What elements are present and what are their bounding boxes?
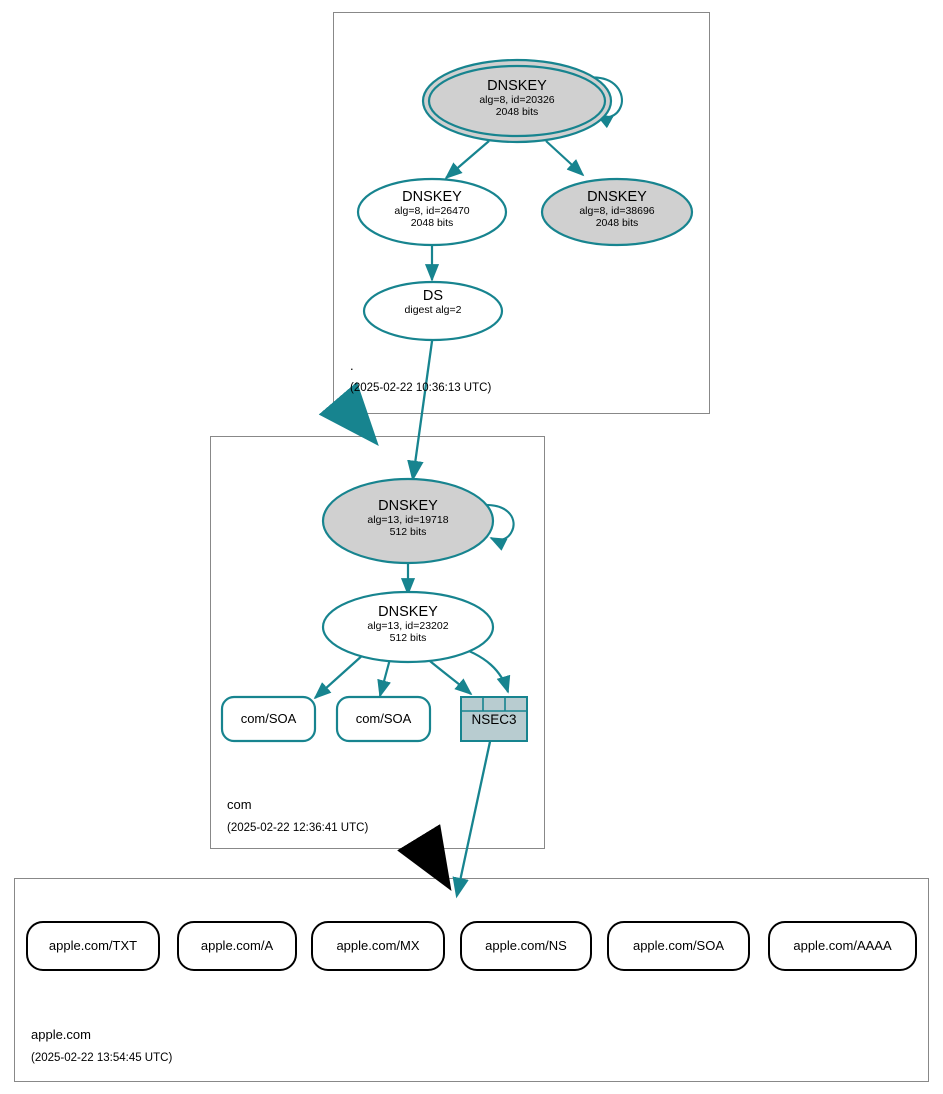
node-root-dnskey-38696-title: DNSKEY — [587, 189, 647, 205]
node-nsec3-label: NSEC3 — [471, 712, 517, 727]
node-apple-com-soa-label: apple.com/SOA — [632, 938, 725, 953]
node-com-dnskey-19718-line3: 512 bits — [389, 526, 427, 539]
node-root-zsk-26470-title: DNSKEY — [402, 189, 462, 205]
node-root-ds-line2: digest alg=2 — [404, 304, 462, 317]
node-com-dnskey-19718-title: DNSKEY — [378, 498, 438, 514]
root-zone-label: . — [350, 358, 354, 373]
apple-com-zone-label: apple.com — [31, 1027, 91, 1042]
node-root-dnskey-38696[interactable] — [542, 179, 692, 245]
node-root-ksk[interactable] — [423, 60, 611, 142]
node-apple-com-mx-label: apple.com/MX — [336, 938, 420, 953]
node-root-ksk-line2: alg=8, id=20326 — [479, 94, 555, 107]
node-root-zsk-26470-line2: alg=8, id=26470 — [394, 205, 470, 218]
node-apple-com-ns-label: apple.com/NS — [485, 938, 567, 953]
node-root-dnskey-38696-line3: 2048 bits — [595, 217, 639, 230]
node-com-dnskey-19718[interactable] — [323, 479, 493, 563]
com-zone-timestamp: (2025-02-22 12:36:41 UTC) — [227, 822, 369, 834]
node-root-ds-title: DS — [422, 288, 444, 304]
node-root-ksk-line3: 2048 bits — [495, 106, 539, 119]
root-zone-timestamp: (2025-02-22 10:36:13 UTC) — [350, 382, 492, 394]
node-root-zsk-26470[interactable] — [358, 179, 506, 245]
node-com-dnskey-23202-line3: 512 bits — [389, 632, 427, 645]
node-com-dnskey-19718-line2: alg=13, id=19718 — [367, 514, 449, 527]
node-root-zsk-26470-line3: 2048 bits — [410, 217, 454, 230]
node-com-dnskey-23202-line2: alg=13, id=23202 — [367, 620, 449, 633]
com-zone-label: com — [227, 797, 252, 812]
node-root-ksk-title: DNSKEY — [487, 78, 547, 94]
node-com-dnskey-23202-title: DNSKEY — [378, 604, 438, 620]
node-apple-com-txt-label: apple.com/TXT — [48, 938, 138, 953]
node-apple-com-a-label: apple.com/A — [200, 938, 274, 953]
node-root-ds[interactable] — [364, 282, 502, 340]
node-com-soa-2-label: com/SOA — [355, 711, 412, 726]
node-root-dnskey-38696-line2: alg=8, id=38696 — [579, 205, 655, 218]
apple-com-zone-timestamp: (2025-02-22 13:54:45 UTC) — [31, 1052, 173, 1064]
node-com-soa-1-label: com/SOA — [240, 711, 297, 726]
node-apple-com-aaaa-label: apple.com/AAAA — [793, 938, 892, 953]
node-com-dnskey-23202[interactable] — [323, 592, 493, 662]
